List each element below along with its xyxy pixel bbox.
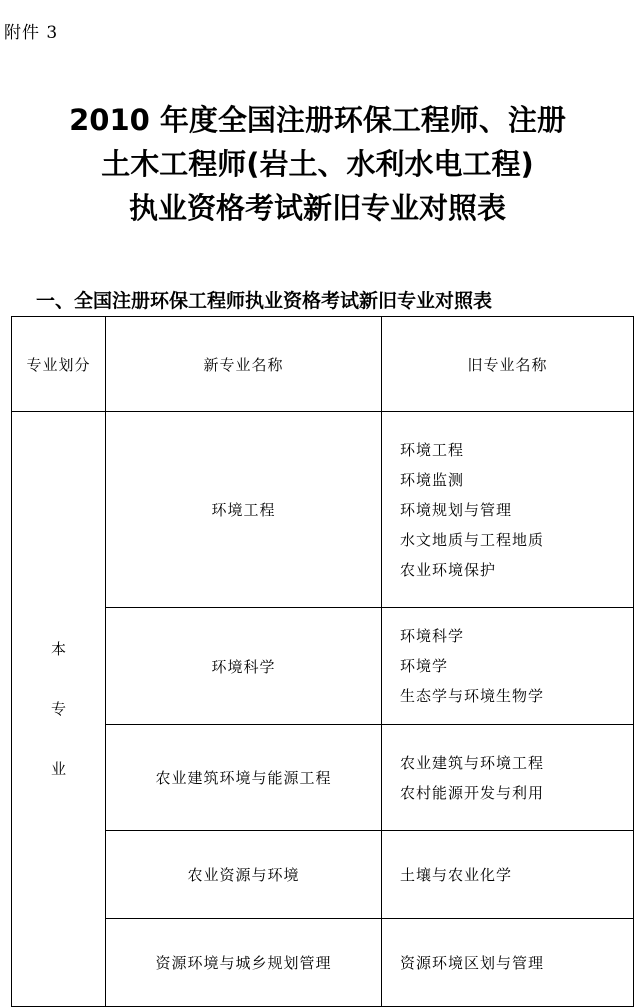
- attachment-label: 附件 3: [4, 23, 59, 43]
- table-row: [12, 608, 634, 725]
- header-category: 专业划分: [12, 317, 106, 412]
- table-row: [12, 919, 634, 1007]
- new-major-cell: 农业资源与环境: [106, 831, 382, 919]
- old-major-item: 资源环境区划与管理: [400, 953, 545, 972]
- old-major-cell: [382, 919, 634, 1007]
- title-line: 2010 年度全国注册环保工程师、注册: [69, 103, 566, 137]
- old-major-item: 环境学: [400, 657, 449, 675]
- title-line: 土木工程师(岩土、水利水电工程): [101, 147, 534, 181]
- table-row: [12, 831, 634, 919]
- category-cell: [12, 412, 106, 1007]
- old-major-item: 农业建筑与环境工程: [400, 753, 545, 772]
- new-major-cell: 资源环境与城乡规划管理: [106, 919, 382, 1007]
- table-header-row: [12, 317, 634, 412]
- title-line: 执业资格考试新旧专业对照表: [128, 191, 506, 225]
- old-major-item: 环境规划与管理: [400, 500, 513, 519]
- new-major-cell: 农业建筑环境与能源工程: [106, 725, 382, 831]
- old-major-item: 环境科学: [400, 627, 465, 645]
- old-major-cell: [382, 412, 634, 608]
- old-major-item: 环境监测: [400, 470, 465, 489]
- new-major-cell: 环境工程: [106, 412, 382, 608]
- header-new-major: 新专业名称: [106, 317, 382, 412]
- category-char: 业: [50, 760, 66, 778]
- category-char: 本: [50, 640, 66, 658]
- table-row: [12, 412, 634, 608]
- old-major-cell: [382, 608, 634, 725]
- document-title: [0, 98, 635, 230]
- old-major-item: 农村能源开发与利用: [400, 783, 545, 802]
- old-major-item: 土壤与农业化学: [400, 865, 513, 884]
- old-major-item: 水文地质与工程地质: [400, 530, 545, 549]
- header-old-major: 旧专业名称: [382, 317, 634, 412]
- section-heading: 一、全国注册环保工程师执业资格考试新旧专业对照表: [36, 290, 493, 312]
- new-major-cell: 环境科学: [106, 608, 382, 725]
- old-major-item: 生态学与环境生物学: [400, 687, 545, 705]
- old-major-cell: [382, 725, 634, 831]
- category-char: 专: [50, 700, 66, 718]
- old-major-item: 环境工程: [400, 440, 465, 459]
- old-major-cell: [382, 831, 634, 919]
- old-major-item: 农业环境保护: [400, 560, 497, 579]
- major-comparison-table: [11, 316, 634, 1007]
- table-row: [12, 725, 634, 831]
